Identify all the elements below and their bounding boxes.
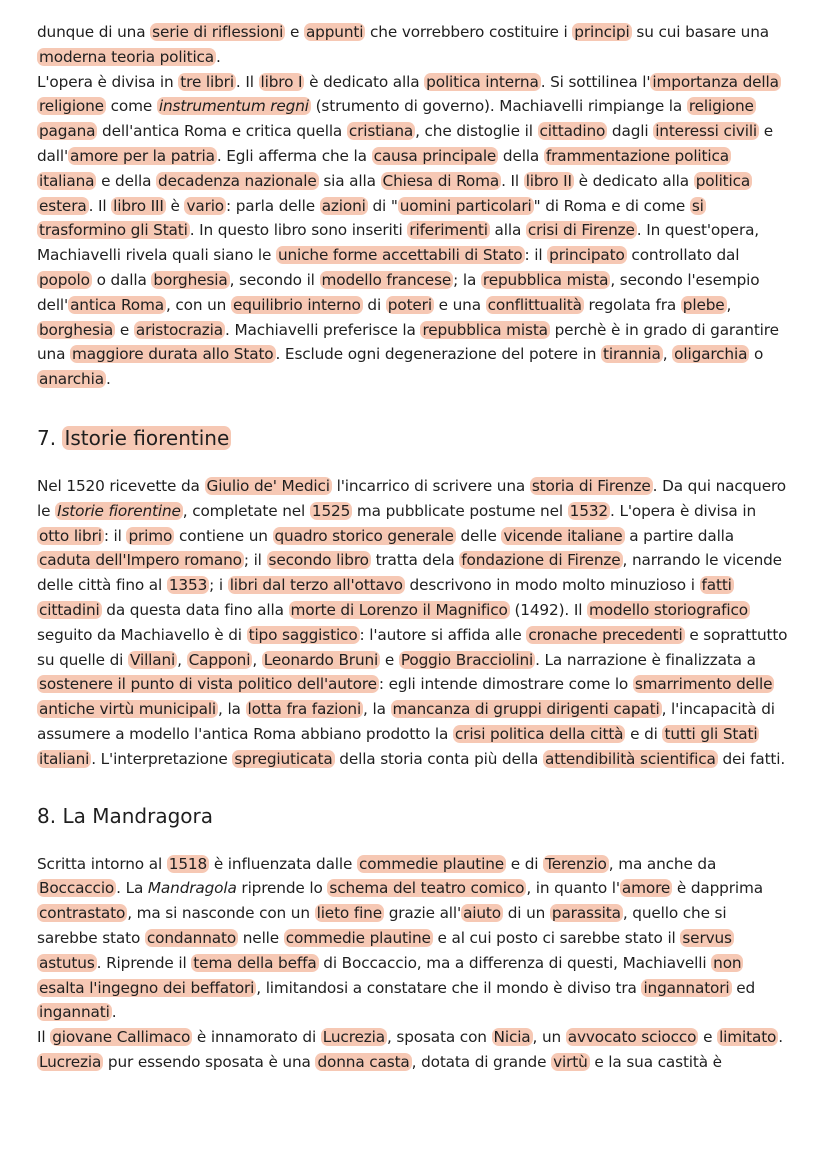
text-run: e la sua castità è [589, 1052, 722, 1071]
highlighted-text: moderna teoria politica [39, 47, 215, 66]
text-run: tratta dela [370, 551, 460, 570]
text-run: nelle [238, 928, 284, 947]
highlighted-text: frammentazione politica italiana [39, 146, 729, 190]
highlighted-text: otto libri [39, 526, 102, 545]
highlighted-text: riferimenti [409, 221, 488, 240]
text-run: , completate nel [182, 501, 310, 520]
highlighted-text: Lucrezia [39, 1052, 102, 1071]
text-run: , la [363, 700, 391, 719]
highlighted-text: lotta fra fazioni [247, 700, 362, 719]
text-run: Il [37, 1028, 51, 1047]
highlighted-text: aiuto [463, 904, 501, 923]
text-run: : l'autore si affida alle [359, 625, 527, 644]
highlighted-text: oligarchia [674, 345, 748, 364]
highlighted-text: interessi civili [655, 122, 758, 141]
text-run: . Si sottilinea l' [540, 72, 651, 91]
highlighted-text: antica Roma [70, 295, 164, 314]
highlighted-text: quadro storico generale [274, 526, 454, 545]
section-7-heading [37, 424, 790, 452]
highlighted-text: causa principale [373, 146, 497, 165]
text-run: e [380, 650, 399, 669]
text-run: da questa data fino alla [101, 600, 289, 619]
text-run: è [165, 196, 185, 215]
text-run: della [498, 146, 544, 165]
section-7-title: Istorie fiorentine [64, 425, 230, 450]
highlighted-text: attendibilità scientifica [544, 749, 716, 768]
text-run: L'opera è divisa in [37, 72, 179, 91]
text-run: come [105, 97, 157, 116]
highlighted-text: 1525 [311, 501, 351, 520]
highlighted-text: fatti cittadini [39, 576, 732, 619]
intro-paragraph [37, 20, 790, 70]
section-8-heading [37, 802, 790, 830]
text-run: , limitandosi a constatare che il mondo è diviso tra [256, 978, 642, 997]
text-run: . La [116, 879, 148, 898]
text-run: ed [731, 978, 756, 997]
text-run: (1492). Il [509, 600, 588, 619]
text-run: perchè è in grado di garantire una [37, 320, 779, 364]
highlighted-text: modello francese [321, 270, 452, 289]
highlighted-text: vicende italiane [503, 526, 623, 545]
highlighted-text: tirannia [603, 345, 661, 364]
text-run: Nel 1520 ricevette da [37, 476, 205, 495]
highlighted-text: virtù [553, 1052, 588, 1071]
text-run: e di [625, 724, 663, 743]
highlighted-text: cittadino [539, 122, 606, 141]
text-run: . Il [501, 171, 524, 190]
highlighted-text: lieto fine [316, 904, 382, 923]
text-run: : il [524, 246, 548, 265]
highlighted-text: crisi politica della città [454, 724, 624, 743]
text-run: . Egli afferma che la [216, 146, 372, 165]
section-7-number: 7. [37, 425, 57, 450]
text-run: o dalla [91, 270, 152, 289]
text-run: l'incarrico di scrivere una [331, 476, 530, 495]
text-run: , [177, 650, 187, 669]
text-run: è influenzata dalle [209, 854, 357, 873]
discorsi-paragraph [37, 70, 790, 392]
text-run: o [749, 345, 764, 364]
text-run: ; la [453, 270, 481, 289]
highlighted-text: parassita [551, 904, 621, 923]
highlighted-text: libro I [260, 72, 303, 91]
text-run: , secondo il [229, 270, 320, 289]
text-run: " di Roma e di come [533, 196, 690, 215]
text-run: riprende lo [236, 879, 328, 898]
text-run: di " [367, 196, 398, 215]
highlighted-text: Lucrezia [322, 1028, 385, 1047]
highlighted-text: Capponi [188, 650, 251, 669]
highlighted-text: cronache precedenti [528, 625, 683, 644]
text-run: è dedicato alla [304, 72, 425, 91]
text-run: , ma anche da [608, 854, 717, 873]
text-run: dell'antica Roma e critica quella [97, 122, 347, 141]
highlighted-text: tre libri [180, 72, 234, 91]
text-run: è innamorato di [192, 1028, 321, 1047]
highlighted-text: non esalta l'ingegno dei beffatori [39, 953, 742, 997]
text-run: . L'opera è divisa in [610, 501, 757, 520]
text-run: , con un [165, 295, 231, 314]
highlighted-text: mancanza di gruppi dirigenti capati [392, 700, 660, 719]
highlighted-text: serie di riflessioni [152, 23, 284, 41]
text-run: ; il [243, 551, 267, 570]
text-run: grazie all' [383, 904, 462, 923]
text-run: alla [489, 221, 526, 240]
text-run: e al cui posto ci sarebbe stato il [432, 928, 681, 947]
text-run: di un [503, 904, 550, 923]
text-run: ma pubblicate postume nel [352, 501, 568, 520]
text-run: descrivono in modo molto minuzioso i [404, 576, 700, 595]
highlighted-text: popolo [39, 270, 90, 289]
text-run: , [726, 295, 732, 314]
highlighted-text: commedie plautine [285, 928, 431, 947]
text-run: regolata fra [583, 295, 681, 314]
highlighted-text: Giulio de' Medici [206, 476, 330, 495]
highlighted-text: borghesia [153, 270, 228, 289]
highlighted-text: tutti gli Stati italiani [39, 724, 758, 768]
highlighted-text: amore per la patria [70, 146, 215, 165]
highlighted-text: donna casta [317, 1052, 410, 1071]
highlighted-text: libro III [113, 196, 164, 215]
text-run: , [252, 650, 262, 669]
highlighted-text: cristiana [348, 122, 414, 141]
highlighted-text: maggiore durata allo Stato [72, 345, 274, 364]
text-run: , ma si nasconde con un [127, 904, 315, 923]
highlighted-text: Boccaccio [39, 879, 115, 898]
text-run: . Esclude ogni degenerazione del potere in [275, 345, 601, 364]
highlighted-text: ingannati [39, 1003, 110, 1022]
text-run: che vorrebbero costituire i [365, 23, 573, 41]
highlighted-text: aristocrazia [135, 320, 224, 339]
highlighted-text: tema della beffa [193, 953, 317, 972]
text-run: dunque di una [37, 23, 151, 41]
highlighted-text: Poggio Bracciolini [400, 650, 534, 669]
highlighted-text: condannato [146, 928, 237, 947]
highlighted-text: schema del teatro comico [329, 879, 525, 898]
highlighted-text: appunti [305, 23, 364, 41]
highlighted-text: conflittualità [487, 295, 582, 314]
highlighted-text: instrumentum regni [158, 97, 309, 116]
highlighted-text: limitato [719, 1028, 777, 1047]
text-run: e dall' [37, 122, 774, 165]
highlighted-text: 1518 [168, 854, 208, 873]
text-run: e di [506, 854, 544, 873]
text-run: pur essendo sposata è una [103, 1052, 316, 1071]
text-run: sia alla [318, 171, 381, 190]
highlighted-text: repubblica mista [422, 320, 548, 339]
text-run: ; i [209, 576, 228, 595]
text-run: e [115, 320, 134, 339]
highlighted-text: azioni [321, 196, 366, 215]
text-run: e una [433, 295, 486, 314]
section-8-title: La Mandragora [62, 803, 213, 828]
section-8-paragraph-2 [37, 1025, 790, 1050]
text-run: a partire dalla [624, 526, 735, 545]
text-run: . L'interpretazione [91, 749, 233, 768]
text-run: , secondo l'esempio dell' [37, 270, 760, 314]
text-run: dagli [607, 122, 654, 141]
highlighted-text: principi [574, 23, 630, 41]
text-run: di Boccaccio, ma a differenza di questi, Machiavelli [318, 953, 712, 972]
text-run: , sposata con [386, 1028, 492, 1047]
highlighted-text: amore [621, 879, 671, 898]
highlighted-text: spregiuticata [234, 749, 333, 768]
highlighted-text: principato [549, 246, 625, 265]
text-run: : il [103, 526, 127, 545]
text-run: della storia conta più della [334, 749, 543, 768]
text-run: . Riprende il [96, 953, 192, 972]
highlighted-text: importanza della religione [39, 72, 779, 116]
text-run: controllato dal [626, 246, 740, 265]
highlighted-text: poteri [387, 295, 432, 314]
highlighted-text: storia di Firenze [531, 476, 651, 495]
highlighted-text: religione pagana [39, 97, 754, 141]
text-run: Mandragola [147, 879, 237, 898]
text-run: . [105, 370, 111, 389]
section-8-paragraph-3 [37, 1050, 790, 1075]
highlighted-text: politica interna [426, 72, 539, 91]
text-run: , la [218, 700, 246, 719]
text-run: (strumento di governo). Machiavelli rimpiange la [310, 97, 687, 116]
text-run: . [216, 47, 221, 66]
text-run: , [662, 345, 673, 364]
highlighted-text: libri dal terzo all'ottavo [229, 576, 403, 595]
highlighted-text: tipo saggistico [248, 625, 358, 644]
highlighted-text: contrastato [39, 904, 126, 923]
highlighted-text: si trasformino gli Stati [39, 196, 704, 240]
highlighted-text: Chiesa di Roma [382, 171, 500, 190]
text-run: su cui basare una [631, 23, 769, 41]
text-run: e [698, 1028, 718, 1047]
highlighted-text: repubblica mista [482, 270, 609, 289]
highlighted-text: primo [128, 526, 173, 545]
text-run: Scritta intorno al [37, 854, 167, 873]
text-run: , dotata di grande [411, 1052, 552, 1071]
text-run: . [778, 1028, 783, 1047]
highlighted-text: plebe [682, 295, 725, 314]
highlighted-text: Nicia [493, 1028, 531, 1047]
highlighted-text: 1532 [569, 501, 609, 520]
highlighted-text: giovane Callimaco [52, 1028, 191, 1047]
highlighted-text: avvocato sciocco [567, 1028, 697, 1047]
highlighted-text: modello storiografico [589, 600, 748, 619]
highlighted-text: borghesia [39, 320, 114, 339]
text-run: e [285, 23, 304, 41]
text-run: e della [96, 171, 157, 190]
highlighted-text: Istorie fiorentine [57, 501, 181, 520]
text-run: . [111, 1003, 117, 1022]
highlighted-text: uniche forme accettabili di Stato [277, 246, 523, 265]
highlighted-text: Leonardo Bruni [263, 650, 379, 669]
text-run: . Il [88, 196, 112, 215]
highlighted-text: secondo libro [268, 551, 369, 570]
text-run: , l'incapacità di assumere a modello l'antica Roma abbiano prodotto la [37, 700, 775, 743]
text-run: , narrando le vicende delle città fino al [37, 551, 782, 595]
highlighted-text: vario [186, 196, 225, 215]
highlighted-text: ingannatori [643, 978, 730, 997]
text-run: , un [532, 1028, 566, 1047]
text-run: è dedicato alla [573, 171, 694, 190]
section-8-number: 8. [37, 803, 57, 828]
text-run: . Il [235, 72, 259, 91]
text-run: . Machiavelli preferisce la [225, 320, 421, 339]
text-run: . In quest'opera, Machiavelli rivela quali siano le [37, 221, 760, 265]
text-run: è dapprima [672, 879, 763, 898]
text-run: , in quanto l' [526, 879, 620, 898]
text-run: contiene un [174, 526, 273, 545]
text-run: . In questo libro sono inseriti [189, 221, 408, 240]
highlighted-text: decadenza nazionale [158, 171, 317, 190]
highlighted-text: anarchia [39, 370, 104, 389]
text-run: . Da qui nacquero le [37, 476, 786, 520]
highlighted-text: Villani [130, 650, 176, 669]
text-run: di [362, 295, 386, 314]
highlighted-text: fondazione di Firenze [461, 551, 621, 570]
highlighted-text: sostenere il punto di vista politico dell'autore [39, 675, 377, 694]
highlighted-text: libro II [525, 171, 572, 190]
text-run: : parla delle [226, 196, 320, 215]
highlighted-text: 1353 [168, 576, 208, 595]
highlighted-text: servus astutus [39, 928, 732, 972]
highlighted-text: politica estera [39, 171, 751, 215]
text-run: , quello che si sarebbe stato [37, 904, 727, 947]
text-run: e soprattutto su quelle di [37, 625, 788, 669]
text-run: . La narrazione è finalizzata a [535, 650, 756, 669]
text-run: dei fatti. [717, 749, 786, 768]
highlighted-text: crisi di Firenze [527, 221, 635, 240]
text-run: , che distoglie il [415, 122, 538, 141]
section-7-paragraph [37, 474, 790, 772]
highlighted-text: smarrimento delle antiche virtù municipali [39, 675, 773, 719]
highlighted-text: commedie plautine [358, 854, 505, 873]
section-8-paragraph [37, 852, 790, 1026]
text-run: seguito da Machiavello è di [37, 625, 247, 644]
highlighted-text: Terenzio [545, 854, 607, 873]
highlighted-text: uomini particolari [399, 196, 532, 215]
text-run: delle [455, 526, 502, 545]
highlighted-text: morte di Lorenzo il Magnifico [290, 600, 508, 619]
highlighted-text: caduta dell'Impero romano [39, 551, 242, 570]
text-run: : egli intende dimostrare come lo [378, 675, 633, 694]
highlighted-text: equilibrio interno [232, 295, 361, 314]
